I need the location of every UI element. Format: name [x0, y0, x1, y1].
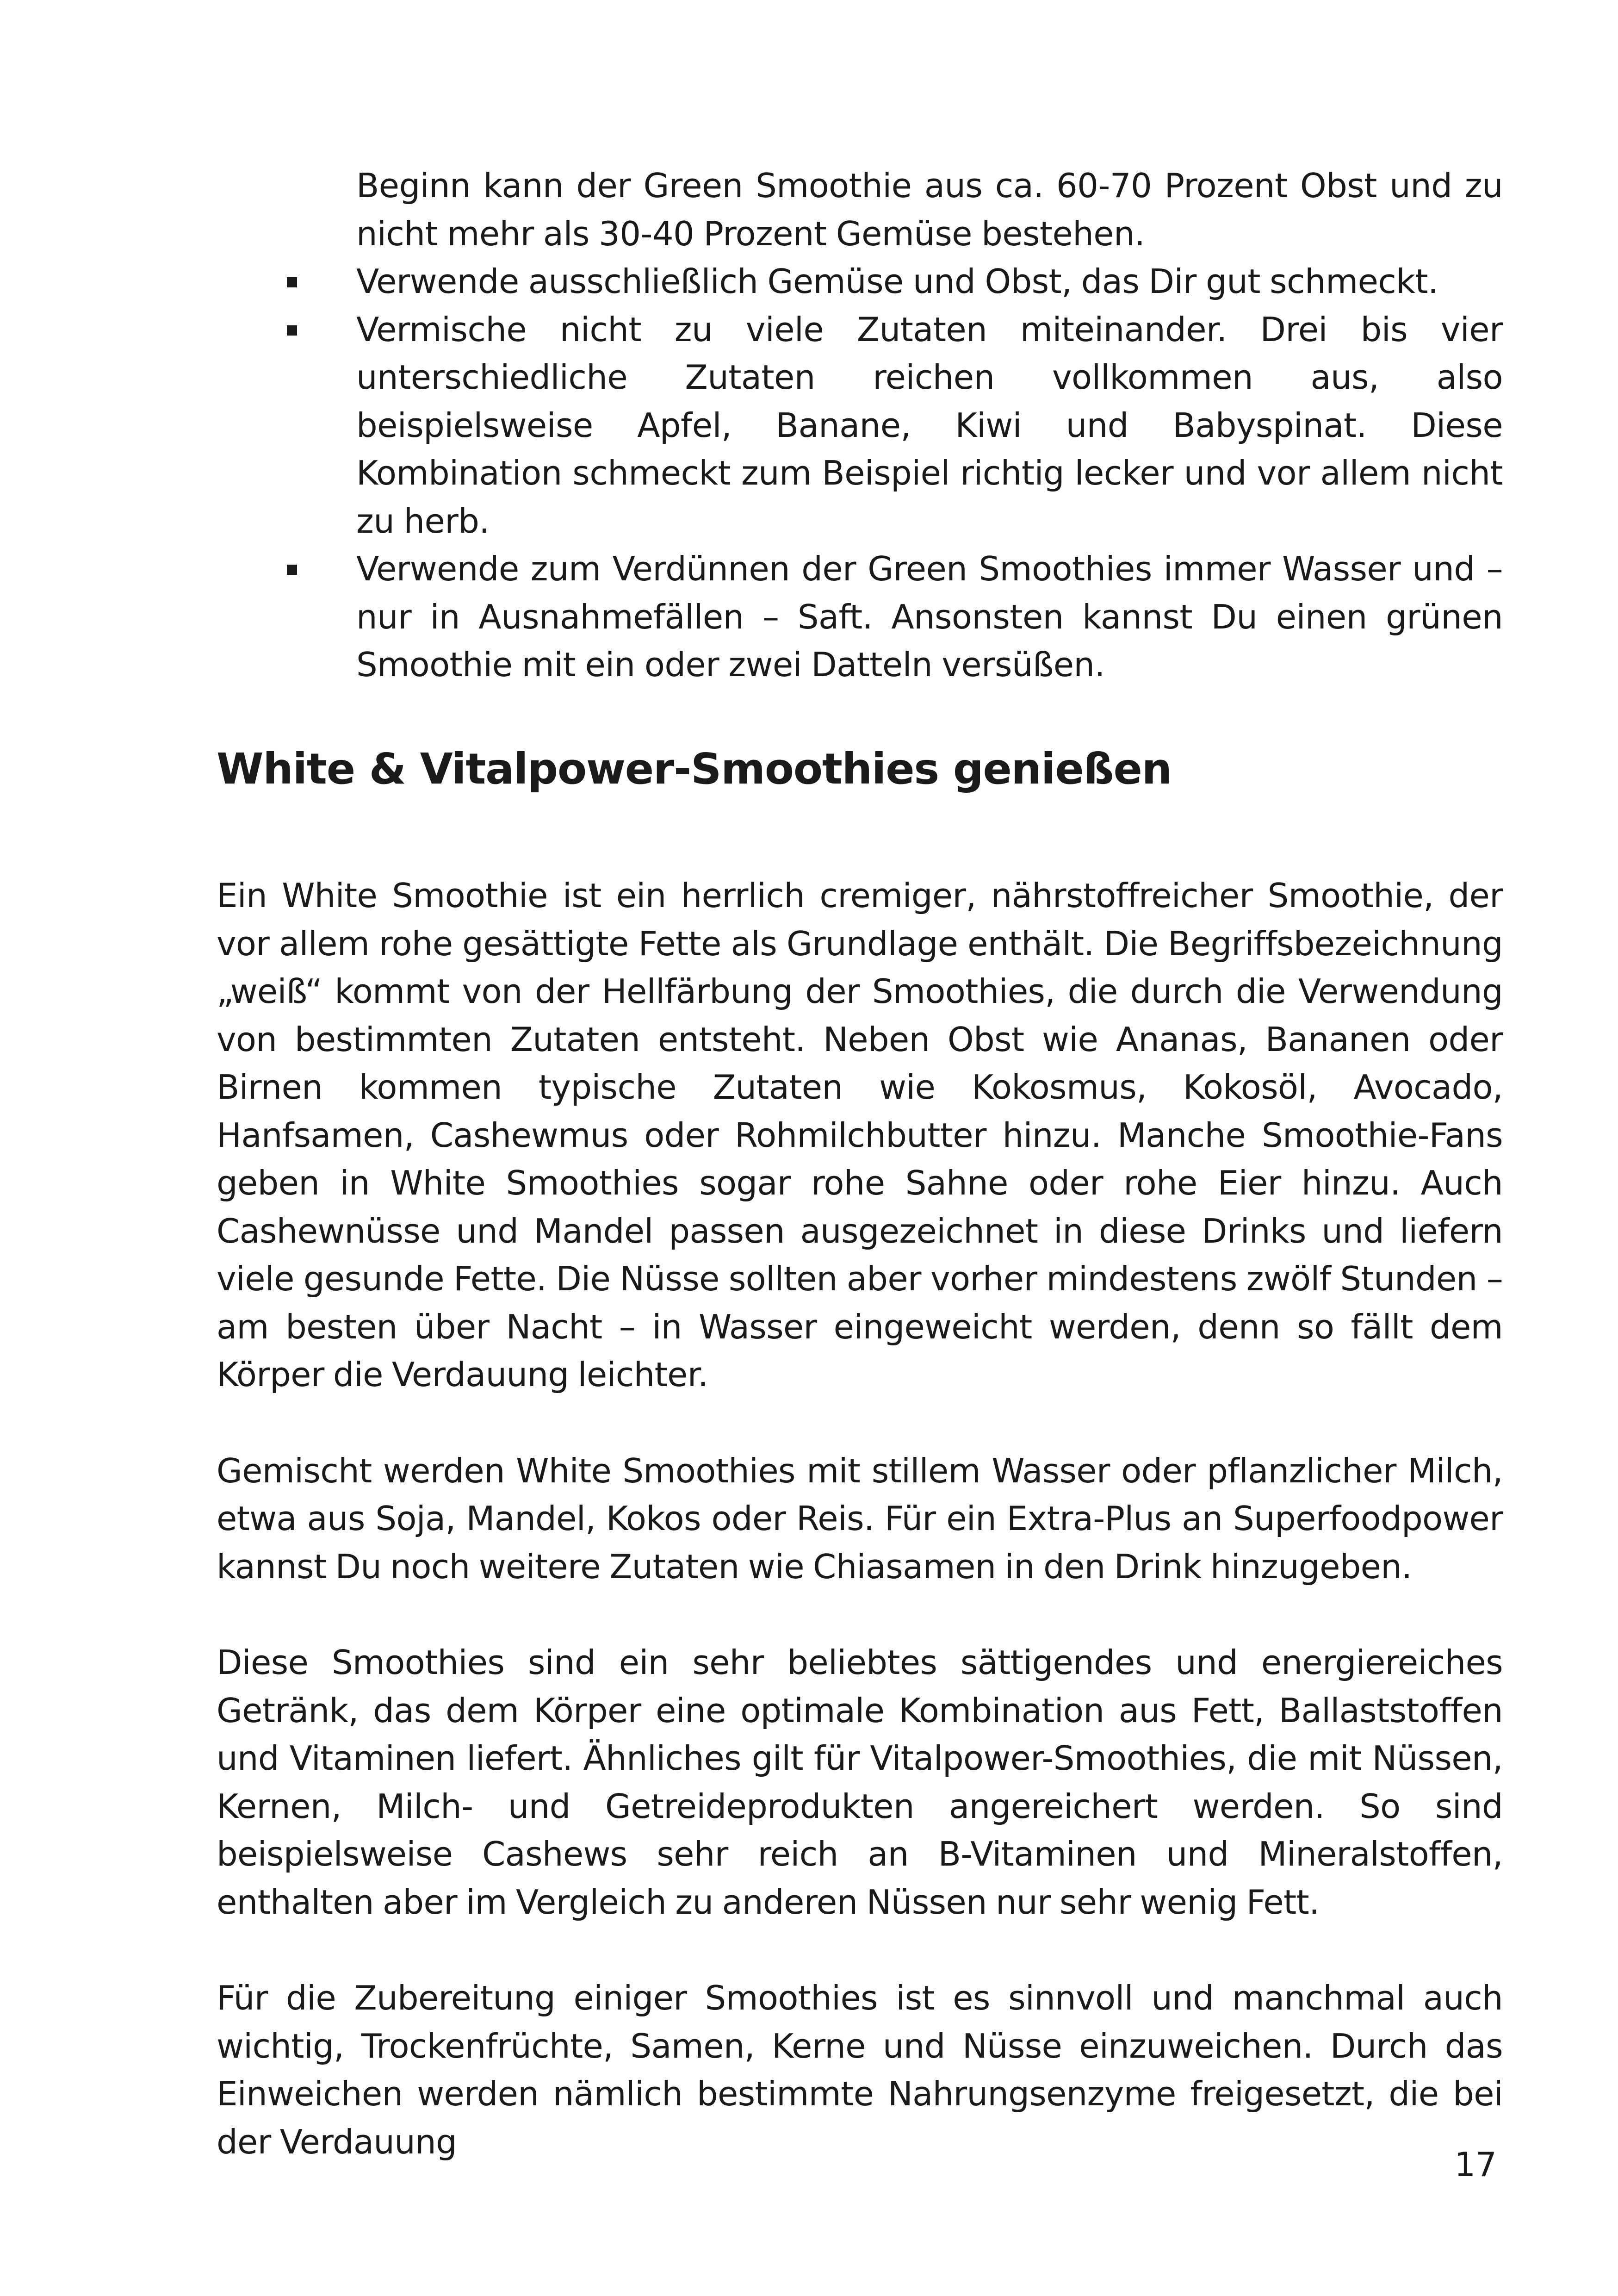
list-item	[217, 258, 1503, 306]
tips-list	[217, 162, 1503, 689]
page-content	[217, 162, 1503, 2161]
section-body	[217, 872, 1503, 2214]
section-heading: White & Vitalpower-Smoothies genießen	[217, 744, 1172, 794]
body-paragraph: Gemischt werden White Smoothies mit stillem Wasser oder pflanzlicher Milch, etwa aus Soja, Mandel, Kokos oder Reis. Für ein Extra-Plus an Superfoodpower kannst Du noch weitere Zutaten wie Chiasamen in den Drink hinzugeben.	[217, 1451, 1503, 1586]
list-item-text: Vermische nicht zu viele Zutaten miteinander. Drei bis vier unterschiedliche Zutaten reichen vollkommen aus, also beispielsweise Apfel, Banane, Kiwi und Babyspinat. Diese Kombination schmeckt zum Beispiel richtig lecker und vor allem nicht zu herb.	[356, 310, 1503, 541]
list-item-continuation	[217, 162, 1503, 258]
list-item-text: Beginn kann der Green Smoothie aus ca. 60-70 Prozent Obst und zu nicht mehr als 30-40 Prozent Gemüse bestehen.	[356, 166, 1503, 253]
square-bullet-icon	[287, 277, 297, 287]
body-paragraph: Ein White Smoothie ist ein herrlich cremiger, nährstoffreicher Smoothie, der vor allem rohe gesättigte Fette als Grundlage enthält. Die Begriffsbezeichnung „weiß“ kommt von der Hellfärbung der Smoothies, die durch die Verwendung von bestimmten Zutaten entsteht. Neben Obst wie Ananas, Bananen oder Birnen kommen typische Zutaten wie Kokosmus, Kokosöl, Avocado, Hanfsamen, Cashewmus oder Rohmilchbutter hinzu. Manche Smoothie-Fans geben in White Smoothies sogar rohe Sahne oder rohe Eier hinzu. Auch Cashewnüsse und Mandel passen ausgezeichnet in diese Drinks und liefern viele gesunde Fette. Die Nüsse sollten aber vorher mindestens zwölf Stunden – am besten über Nacht – in Wasser eingeweicht werden, denn so fällt dem Körper die Verdauung leichter.	[217, 876, 1503, 1394]
body-paragraph: Für die Zubereitung einiger Smoothies ist es sinnvoll und manchmal auch wichtig, Trockenfrüchte, Samen, Kerne und Nüsse einzuweichen. Durch das Einweichen werden nämlich bestimmte Nahrungsenzyme freigesetzt, die bei der Verdauung	[217, 1979, 1503, 2161]
square-bullet-icon	[287, 325, 297, 336]
list-item	[217, 306, 1503, 546]
square-bullet-icon	[287, 565, 297, 575]
list-item	[217, 545, 1503, 689]
body-paragraph: Diese Smoothies sind ein sehr beliebtes sättigendes und energiereiches Getränk, das dem Körper eine optimale Kombination aus Fett, Ballaststoffen und Vitaminen liefert. Ähnliches gilt für Vitalpower-Smoothies, die mit Nüssen, Kernen, Milch- und Getreideprodukten angereichert werden. So sind beispielsweise Cashews sehr reich an B-Vitaminen und Mineralstoffen, enthalten aber im Vergleich zu anderen Nüssen nur sehr wenig Fett.	[217, 1643, 1503, 1922]
list-item-text: Verwende zum Verdünnen der Green Smoothies immer Wasser und – nur in Ausnahmefällen – Saft. Ansonsten kannst Du einen grünen Smoothie mit ein oder zwei Datteln versüßen.	[356, 549, 1503, 684]
page-number: 17	[1454, 2145, 1497, 2184]
list-item-text: Verwende ausschließlich Gemüse und Obst, das Dir gut schmeckt.	[356, 262, 1438, 301]
